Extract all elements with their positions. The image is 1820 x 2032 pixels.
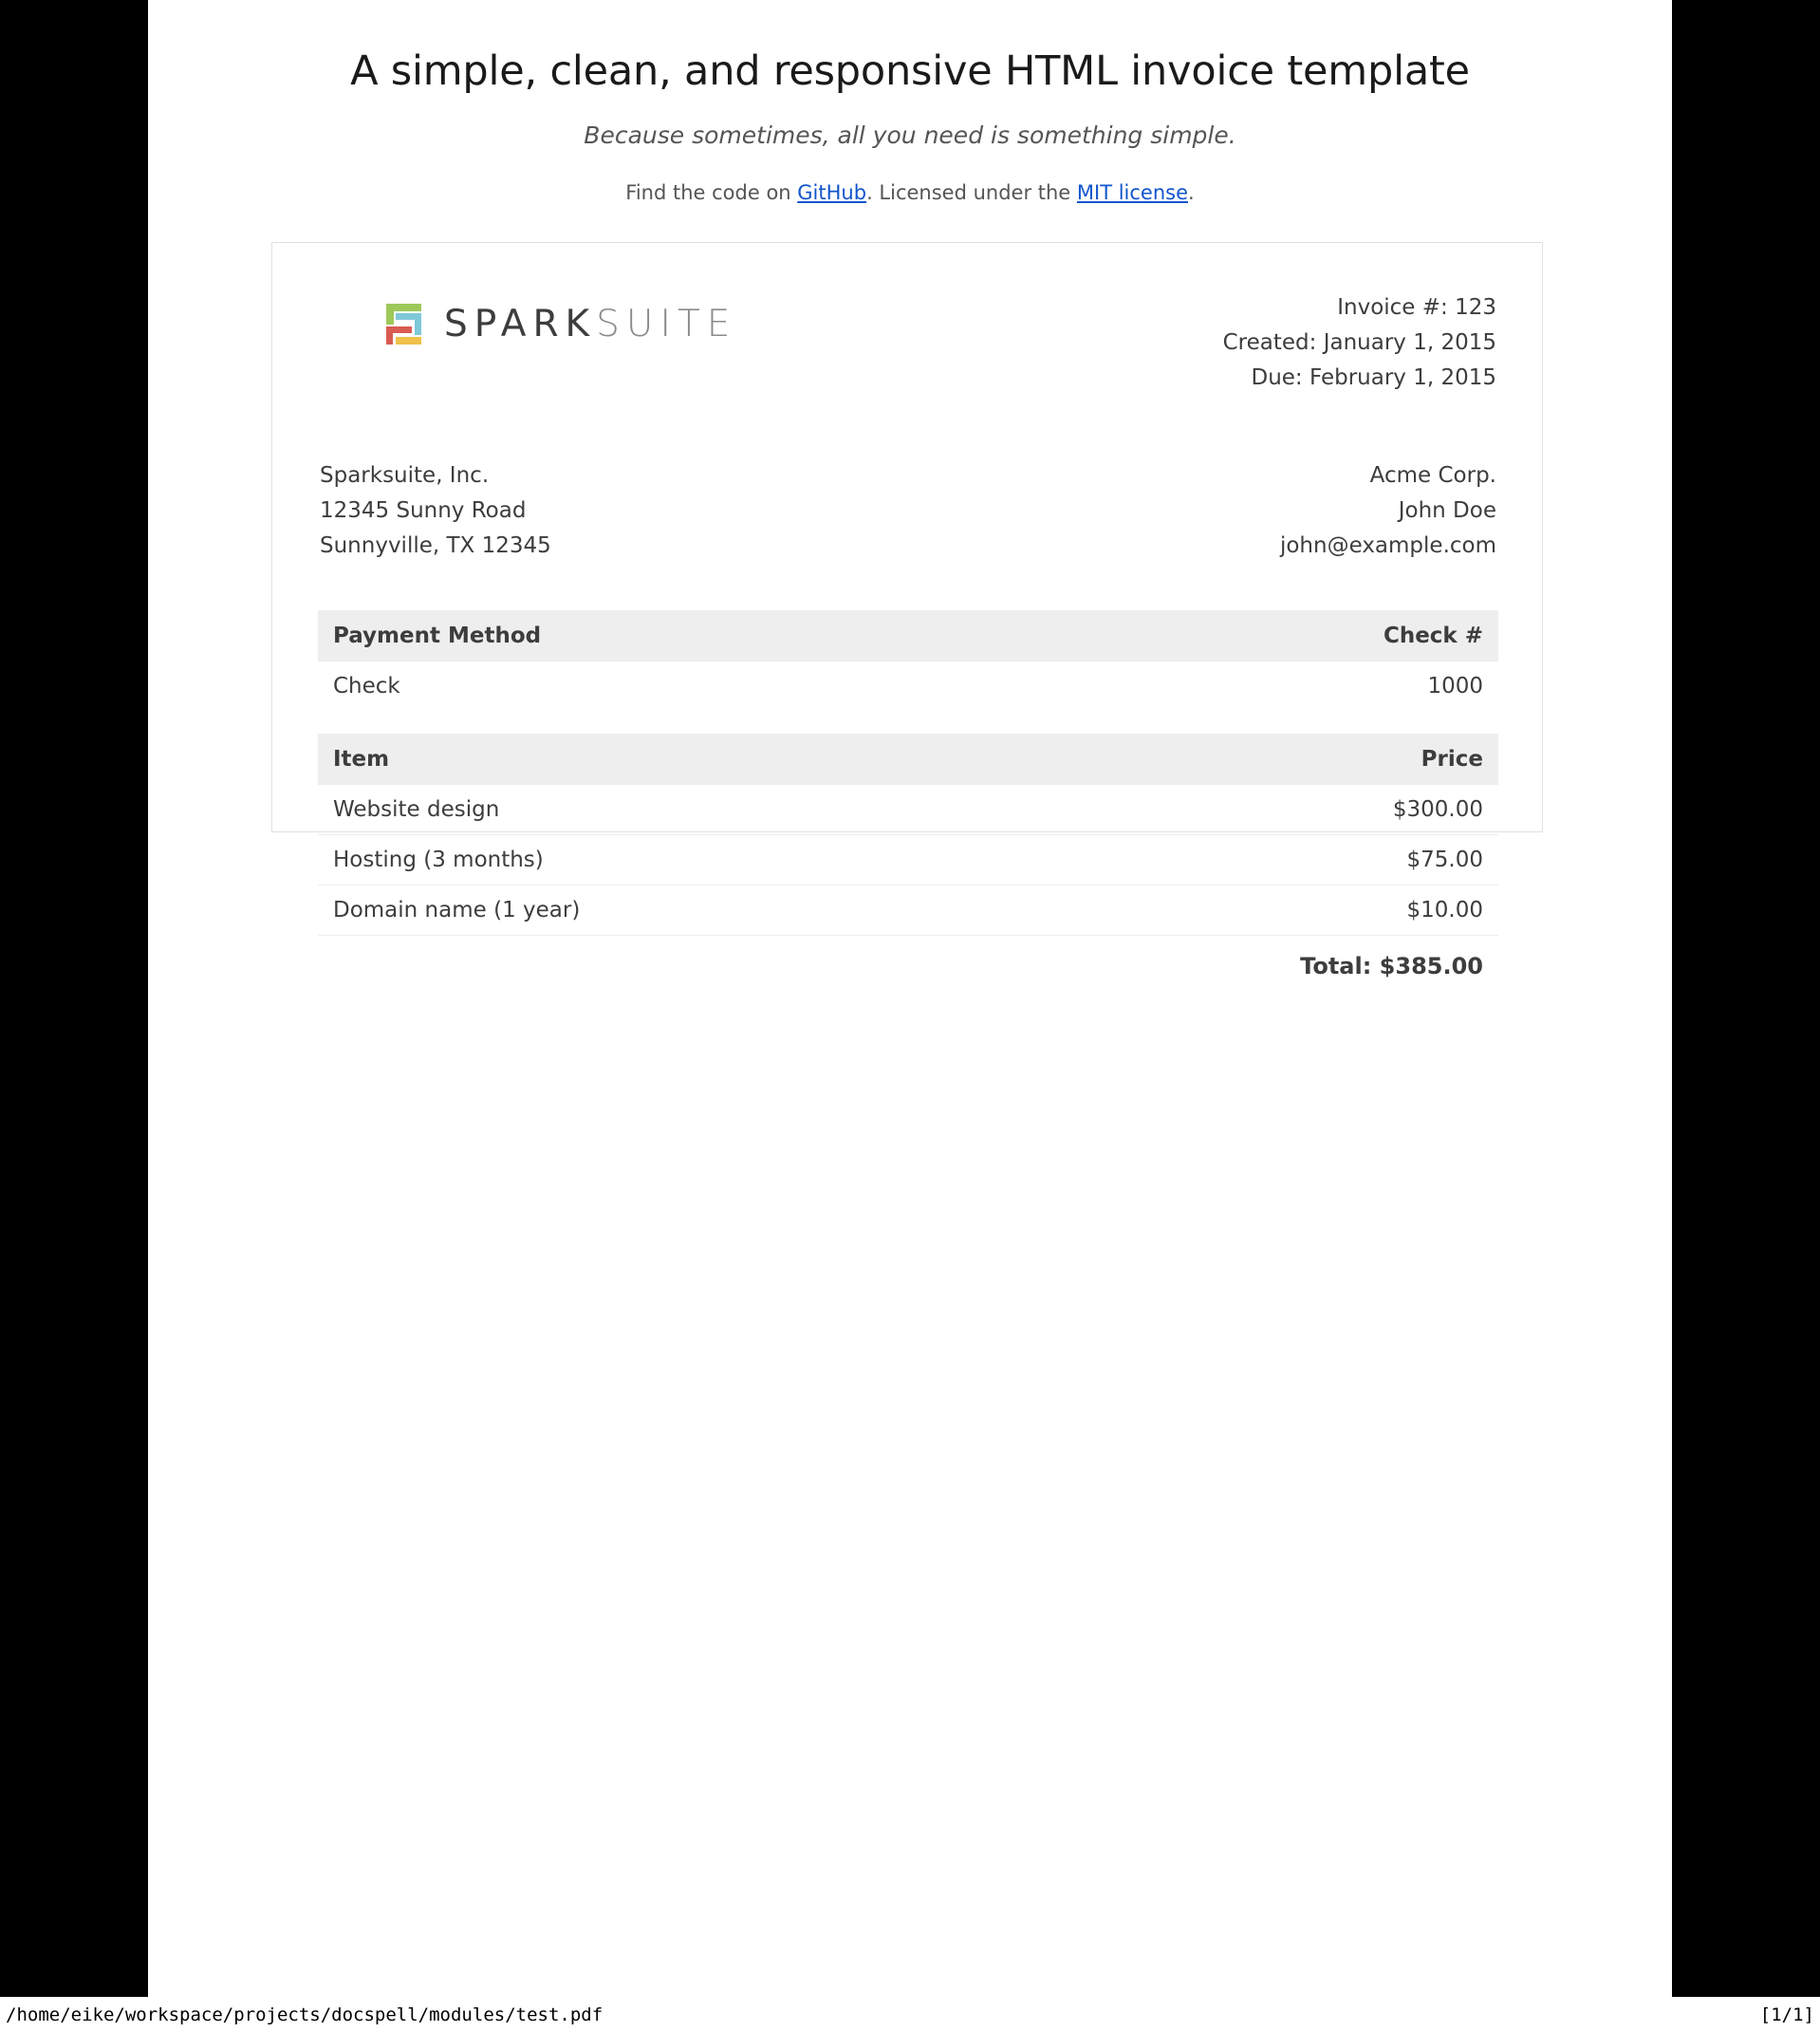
credit-suffix: . — [1188, 181, 1195, 204]
sparksuite-wordmark — [444, 303, 736, 345]
payment-method-header: Payment Method — [318, 610, 908, 662]
document-body — [148, 0, 1672, 1997]
sender-street: 12345 Sunny Road — [320, 498, 527, 523]
pdf-page — [148, 0, 1672, 1997]
sender-company: Sparksuite, Inc. — [320, 463, 490, 488]
check-number-value: 1000 — [1427, 674, 1483, 699]
item-price: $300.00 — [908, 785, 1498, 835]
recipient-email: john@example.com — [1279, 533, 1496, 558]
table-row — [318, 662, 1498, 711]
logo-word-dark: SPARK — [444, 303, 597, 345]
line-items-table — [318, 734, 1498, 992]
page-title: A simple, clean, and responsive HTML invoice template — [350, 47, 1470, 95]
credit-prefix: Find the code on — [625, 181, 798, 204]
invoice-due: Due: February 1, 2015 — [1251, 365, 1496, 390]
table-row — [318, 835, 1498, 886]
item-name: Website design — [318, 785, 908, 835]
sparksuite-logo-icon — [386, 304, 421, 345]
item-name: Hosting (3 months) — [318, 835, 908, 886]
payment-method-value: Check — [333, 674, 400, 699]
invoice-total: Total: $385.00 — [908, 936, 1498, 993]
price-header: Price — [908, 734, 1498, 785]
payment-method-table — [318, 610, 1498, 711]
invoice-created: Created: January 1, 2015 — [1222, 330, 1496, 355]
file-path: /home/eike/workspace/projects/docspell/modules/test.pdf — [6, 2004, 604, 2025]
invoice-card — [271, 242, 1543, 979]
item-price: $10.00 — [908, 886, 1498, 936]
total-spacer — [318, 936, 908, 993]
invoice-meta — [1223, 290, 1496, 396]
item-header: Item — [318, 734, 908, 785]
table-header-row — [318, 734, 1498, 785]
item-name: Domain name (1 year) — [318, 886, 908, 936]
sender-address — [320, 458, 551, 564]
invoice-number: Invoice #: 123 — [1337, 295, 1496, 320]
recipient-company: Acme Corp. — [1369, 463, 1496, 488]
page-indicator: [1/1] — [1759, 2004, 1814, 2025]
item-price: $75.00 — [908, 835, 1498, 886]
credit-middle: . Licensed under the — [866, 181, 1077, 204]
logo-word-light: SUITE — [596, 303, 737, 345]
mit-license-link[interactable]: MIT license — [1076, 181, 1189, 204]
recipient-name: John Doe — [1398, 498, 1496, 523]
github-link[interactable]: GitHub — [797, 181, 867, 204]
page-subtitle: Because sometimes, all you need is something simple. — [584, 121, 1236, 149]
viewer-status-bar — [0, 1997, 1820, 2032]
check-number-header: Check # — [908, 610, 1498, 662]
table-header-row — [318, 610, 1498, 662]
recipient-address — [1280, 458, 1496, 564]
credit-line — [148, 181, 1672, 204]
table-row — [318, 886, 1498, 936]
table-row — [318, 785, 1498, 835]
sender-city: Sunnyville, TX 12345 — [320, 533, 551, 558]
invoice-total-row — [318, 936, 1498, 993]
sparksuite-logo — [386, 303, 736, 345]
